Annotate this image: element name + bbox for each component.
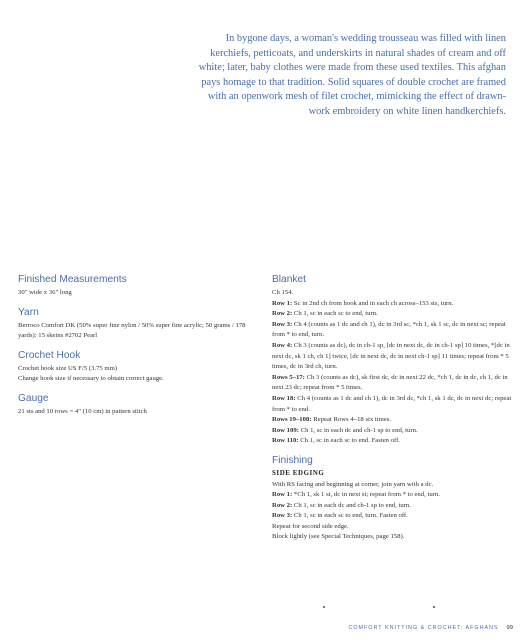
intro-paragraph: In bygone days, a woman's wedding trousseau was filled with linen kerchiefs, petticoats, and underskirts in natural shades of cream and off white; later, baby clothes were made from these used textiles. This afghan pays homage to that tradition. Solid squares of double crochet are framed with an openwork mesh of filet crochet, mimicking the effect of drawn-work embroidery on white linen handkerchiefs. [198, 33, 506, 117]
instruction-row [272, 415, 512, 426]
instruction-row [272, 373, 512, 394]
materials-column [18, 274, 253, 426]
crochet-hook-heading: Crochet Hook [18, 349, 81, 361]
running-title: COMFORT KNITTING & CROCHET: AFGHANS [348, 625, 499, 631]
row-label: Row 1: [272, 491, 293, 499]
row-label: Row 1: [272, 299, 293, 307]
page-footer [348, 625, 513, 631]
yarn-text: Berroco Comfort DK (50% super fine nylon / 50% super fine acrylic; 50 grams / 178 yards): 15 skeins #2702 Pearl [18, 321, 246, 340]
row-label: Rows 5–17: [272, 373, 305, 381]
finishing-heading: Finishing [272, 454, 313, 466]
row-text: Ch 1, sc in each sc to end, turn. Fasten off. [292, 512, 408, 520]
row-label: Row 109: [272, 426, 299, 434]
row-text: Ch 3 (counts as dc), dc in ch-1 sp, [dc in next dc, dc in ch-1 sp] 10 times, *[dc in next dc, sk 1 ch, ch 1] twice, [dc in next dc, dc in next ch-1 sp] 11 times; repeat from * 5 times, dc in 3rd ch, turn. [272, 341, 510, 371]
row-text: Ch 1, sc in each dc and ch-1 sp to end, turn. [292, 501, 411, 509]
repeat-note: Repeat for second side edge. [272, 522, 349, 530]
instruction-row [272, 426, 512, 437]
instruction-row [272, 299, 512, 310]
finished-measurements-text: 30" wide x 36" long [18, 289, 72, 296]
instructions-column [272, 274, 512, 543]
finished-measurements-section [18, 274, 253, 299]
instruction-row [272, 511, 512, 522]
row-text: Ch 4 (counts as 1 dc and ch 1), dc in 3rd sc, *ch 1, sk 1 sc, dc in next sc; repeat from * to end, turn. [272, 320, 506, 339]
row-text: *Ch 1, sk 1 st, dc in next st; repeat from * to end, turn. [292, 491, 440, 499]
side-edging-subheading: SIDE EDGING [272, 469, 325, 477]
row-text: Ch 3 (counts as dc), sk first dc, dc in next 22 dc, *ch 1, dc in dc, ch 1, dc in next 23 dc; repeat from * 5 times. [272, 373, 508, 392]
row-text: Sc in 2nd ch from hook and in each ch across–153 sts, turn. [292, 299, 454, 307]
row-label: Row 3: [272, 512, 293, 520]
row-text: Repeat Rows 4–18 six times. [311, 416, 392, 424]
block-note: Block lightly (see Special Techniques, page 158). [272, 533, 405, 541]
row-text: Ch 4 (counts as 1 dc and ch 1), dc in 3rd dc, *ch 1, sk 1 dc, dc in next dc; repeat from * to end. [272, 394, 512, 413]
gauge-text: 21 sts and 10 rows = 4" (10 cm) in pattern stitch [18, 407, 147, 415]
crochet-hook-note: Change hook size if necessary to obtain correct gauge. [18, 375, 164, 383]
row-label: Row 2: [272, 501, 293, 509]
instruction-row [272, 320, 512, 341]
row-text: Ch 1, sc in each sc to end, turn. [292, 310, 378, 318]
row-label: Row 4: [272, 341, 293, 349]
finished-measurements-heading: Finished Measurements [18, 274, 127, 285]
instruction-row [272, 288, 512, 299]
scan-speck [433, 606, 435, 608]
crochet-hook-section [18, 350, 253, 385]
instruction-row [272, 501, 512, 512]
blanket-heading: Blanket [272, 274, 306, 285]
instruction-row [272, 309, 512, 320]
crochet-hook-size: Crochet hook size US F/5 (3.75 mm) [18, 364, 118, 372]
row-label: Rows 19–108: [272, 416, 312, 424]
finishing-intro: With RS facing and beginning at corner, join yarn with a dc. [272, 480, 434, 488]
blanket-rows [272, 288, 512, 447]
row-label: Row 18: [272, 394, 296, 402]
instruction-row [272, 394, 512, 415]
gauge-heading: Gauge [18, 392, 49, 404]
row-label: Row 2: [272, 310, 293, 318]
instruction-row [272, 341, 512, 373]
instruction-row [272, 490, 512, 501]
row-text: Ch 1, sc in each sc to end. Fasten off. [298, 437, 401, 445]
row-label: Row 110: [272, 437, 299, 445]
page-number: 99 [506, 625, 513, 631]
yarn-heading: Yarn [18, 306, 39, 318]
instruction-row [272, 436, 512, 447]
gauge-section [18, 393, 253, 418]
scan-speck [323, 606, 325, 608]
row-text: Ch 154. [272, 289, 294, 296]
row-label: Row 3: [272, 320, 293, 328]
yarn-section [18, 307, 253, 342]
row-text: Ch 1, sc in each dc and ch-1 sp to end, turn. [298, 426, 418, 434]
